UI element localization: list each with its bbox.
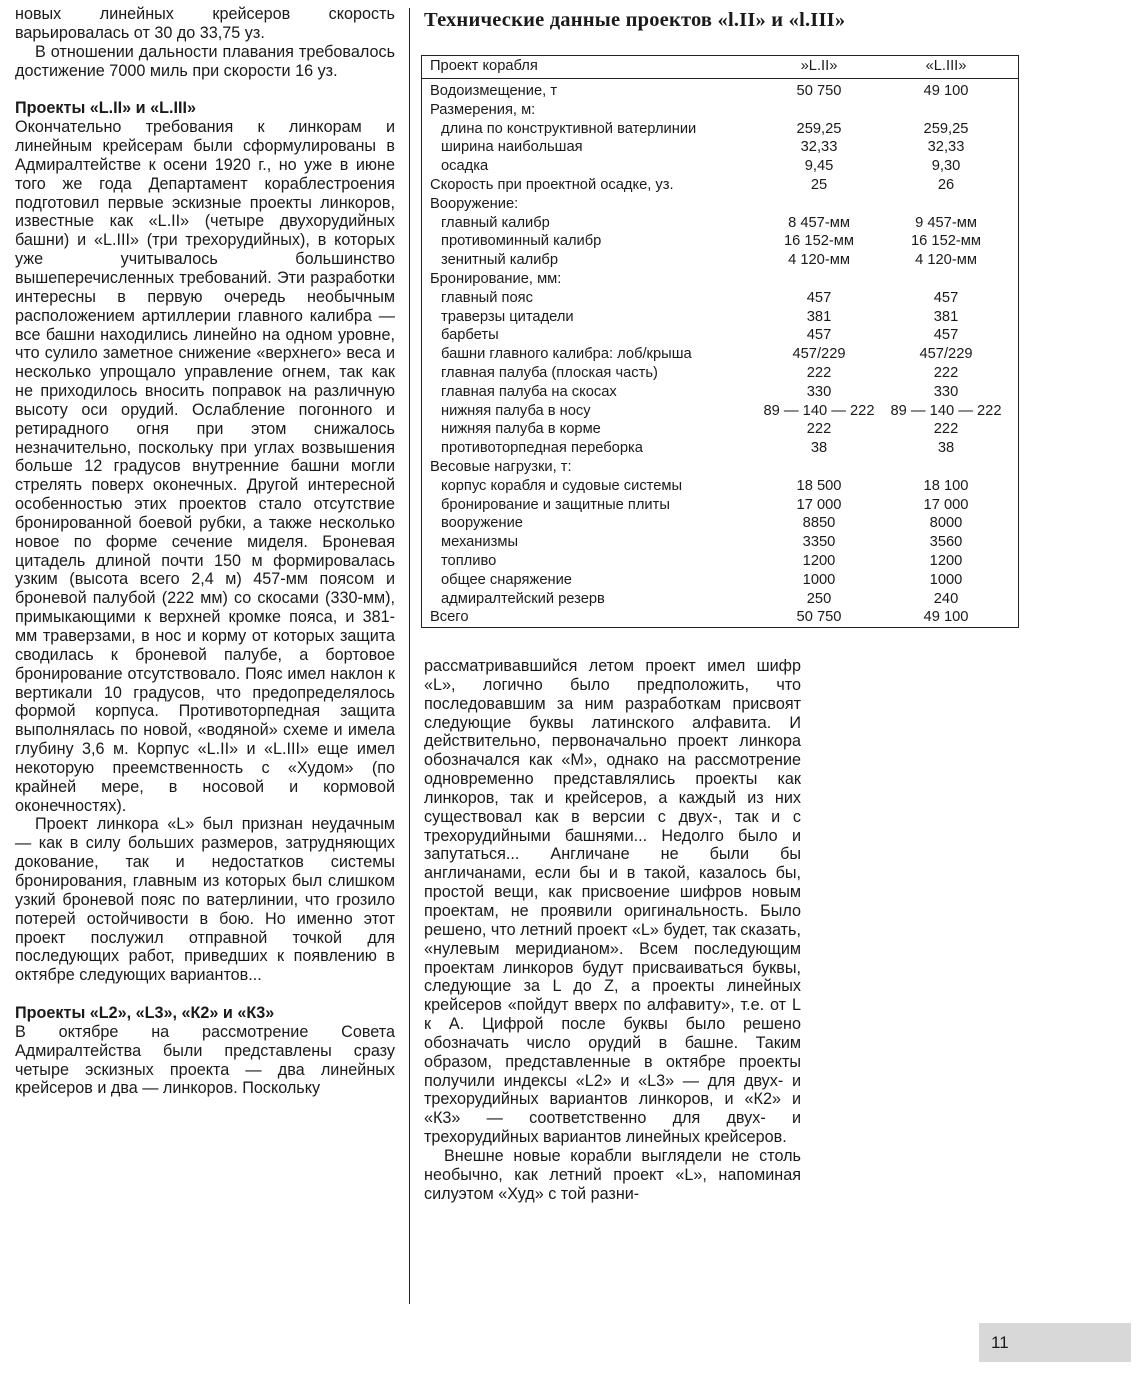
row-label: Скорость при проектной осадке, уз. bbox=[430, 176, 674, 193]
row-value-l2: 8 457-мм bbox=[788, 214, 850, 231]
row-label: Размерения, м: bbox=[430, 101, 536, 118]
row-value-l3: 9,30 bbox=[931, 158, 961, 175]
row-value-l3: 4 120-мм bbox=[915, 252, 977, 269]
row-value-l3: 1200 bbox=[929, 552, 963, 569]
row-label: вооружение bbox=[441, 515, 523, 532]
row-value-l2: 32,33 bbox=[800, 139, 838, 156]
table-row bbox=[422, 251, 1018, 270]
row-value-l2: 8850 bbox=[802, 515, 836, 532]
left-paragraph-4: Проект линкора «L» был признан неудачным — как в силу больших размеров, затрудняющих докование, так и недостатков системы бронирования, главным из которых был слишком узкий броневой пояс по ватерлинии, что грозило потерей остойчивости в бою. Но именно этот проект послужил отправной точкой для последующих работ, приведших к появлению в октябре следующих вариантов... bbox=[15, 815, 395, 985]
row-value-l2: 222 bbox=[806, 364, 832, 381]
table-row bbox=[422, 571, 1018, 590]
row-value-l2 bbox=[756, 101, 882, 120]
row-value-l2: 89 — 140 — 222 bbox=[763, 402, 875, 419]
table-row bbox=[422, 383, 1018, 402]
row-label: Бронирование, мм: bbox=[430, 270, 562, 287]
table-row bbox=[422, 101, 1018, 120]
row-label: осадка bbox=[441, 158, 489, 175]
table-row bbox=[422, 439, 1018, 458]
table-row bbox=[422, 364, 1018, 383]
row-value-l3: 457 bbox=[933, 327, 959, 344]
table-body bbox=[422, 79, 1018, 627]
row-label: траверзы цитадели bbox=[441, 308, 574, 325]
row-label: противоторпедная переборка bbox=[441, 440, 643, 457]
row-label: противоминный калибр bbox=[441, 233, 602, 250]
table-row bbox=[422, 608, 1018, 627]
row-value-l3: 89 — 140 — 222 bbox=[890, 402, 1002, 419]
table-title: Технические данные проектов «l.II» и «l.III» bbox=[424, 9, 846, 31]
table-row bbox=[422, 214, 1018, 233]
row-value-l2: 3350 bbox=[802, 534, 836, 551]
row-label: бронирование и защитные плиты bbox=[441, 496, 670, 513]
table-row bbox=[422, 195, 1018, 214]
row-value-l2: 222 bbox=[806, 421, 832, 438]
row-value-l2 bbox=[756, 458, 882, 477]
row-label: барбеты bbox=[441, 327, 499, 344]
row-value-l2: 1000 bbox=[802, 571, 836, 588]
row-value-l2: 381 bbox=[806, 308, 832, 325]
row-value-l3: 49 100 bbox=[923, 609, 969, 626]
row-value-l2: 330 bbox=[806, 383, 832, 400]
row-value-l3: 222 bbox=[933, 421, 959, 438]
section-heading-l2-l3: Проекты «L.II» и «L.III» bbox=[15, 99, 196, 118]
row-value-l2: 457 bbox=[806, 289, 832, 306]
row-label: общее снаряжение bbox=[441, 571, 572, 588]
header-l3: «L.III» bbox=[925, 58, 967, 74]
row-value-l2: 1200 bbox=[802, 552, 836, 569]
row-label: Вооружение: bbox=[430, 195, 519, 212]
row-label: корпус корабля и судовые системы bbox=[441, 477, 683, 494]
row-value-l3: 49 100 bbox=[923, 83, 969, 99]
row-label: главный пояс bbox=[441, 289, 533, 306]
row-value-l3 bbox=[882, 458, 1010, 477]
row-value-l2: 25 bbox=[810, 176, 828, 193]
table-row bbox=[422, 157, 1018, 176]
table-row bbox=[422, 232, 1018, 251]
row-value-l2: 16 152-мм bbox=[783, 233, 854, 250]
row-value-l3 bbox=[882, 270, 1010, 289]
table-row bbox=[422, 477, 1018, 496]
row-value-l3: 8000 bbox=[929, 515, 963, 532]
specs-table bbox=[421, 55, 1019, 628]
table-row bbox=[422, 308, 1018, 327]
table-row bbox=[422, 82, 1018, 101]
table-row bbox=[422, 270, 1018, 289]
table-row bbox=[422, 514, 1018, 533]
row-value-l3: 381 bbox=[933, 308, 959, 325]
table-row bbox=[422, 590, 1018, 609]
table-header-row bbox=[422, 56, 1018, 79]
row-label: Весовые нагрузки, т: bbox=[430, 458, 572, 475]
row-value-l2: 18 500 bbox=[796, 477, 842, 494]
row-value-l3: 26 bbox=[937, 176, 955, 193]
table-row bbox=[422, 458, 1018, 477]
row-value-l3: 38 bbox=[937, 440, 955, 457]
row-label: нижняя палуба в корме bbox=[441, 421, 601, 438]
row-value-l2: 9,45 bbox=[804, 158, 834, 175]
row-label: главная палуба (плоская часть) bbox=[441, 364, 658, 381]
row-value-l2: 50 750 bbox=[796, 609, 842, 626]
row-value-l3: 32,33 bbox=[927, 139, 965, 156]
table-row bbox=[422, 345, 1018, 364]
row-value-l3: 1000 bbox=[929, 571, 963, 588]
left-column bbox=[15, 5, 395, 1098]
table-row bbox=[422, 326, 1018, 345]
row-value-l2: 250 bbox=[806, 590, 832, 607]
row-value-l3: 3560 bbox=[929, 534, 963, 551]
row-value-l2: 4 120-мм bbox=[788, 252, 850, 269]
row-value-l3: 330 bbox=[933, 383, 959, 400]
header-l2: »L.II» bbox=[800, 58, 838, 74]
row-value-l3 bbox=[882, 195, 1010, 214]
row-label: топливо bbox=[441, 552, 497, 569]
row-label: адмиралтейский резерв bbox=[441, 590, 605, 607]
left-paragraph-5: В октябре на рассмотрение Совета Адмиралтейства были представлены сразу четыре эскизных проекта — два линейных крейсеров и два — линкоров. Поскольку bbox=[15, 1022, 395, 1098]
row-label: зенитный калибр bbox=[441, 252, 559, 269]
table-row bbox=[422, 496, 1018, 515]
left-paragraph-1: новых линейных крейсеров скорость варьировалась от 30 до 33,75 уз. bbox=[15, 5, 395, 42]
row-value-l3 bbox=[882, 101, 1010, 120]
row-label: главная палуба на скосах bbox=[441, 383, 617, 400]
table-row bbox=[422, 120, 1018, 139]
row-value-l3: 16 152-мм bbox=[910, 233, 981, 250]
middle-paragraph-2: Внешне новые корабли выглядели не столь необычно, как летний проект «L», напоминая силуэтом «Худ» с той разни- bbox=[424, 1146, 801, 1203]
table-row bbox=[422, 533, 1018, 552]
middle-paragraph-1: рассматривавшийся летом проект имел шифр «L», логично было предположить, что последовавшим за ним разработкам присвоят следующие буквы латинского алфавита. И действительно, первоначально проект линкора обозначался как «М», однако на рассмотрение одновременно представлялись проекты как линкоров, так и крейсеров, а каждый из них существовал как в версии с двух-, так и с трехорудийными башнями... Недолго было и запутаться... Англичане не были бы англичанами, если бы и в такой, казалось бы, простой вещи, как присвоение шифров новым проектам, не проявили оригинальность. Было решено, что летний проект «L» будет, так сказать, «нулевым меридианом». Всем последующим проектам линкоров будут присваиваться буквы, следующие за L до Z, а проекты линейных крейсеров «пойдут вверх по алфавиту», т.е. от L к А. Цифрой после буквы было решено обозначать число орудий в башне. Таким образом, представленные в октябре проекты получили индексы «L2» и «L3» — для двух- и трехорудийных вариантов линкоров, и «К2» и «К3» — соответственно для двух- и трехорудийных вариантов линейных крейсеров. bbox=[424, 657, 801, 1147]
left-paragraph-3: Окончательно требования к линкорам и линейным крейсерам были сформулированы в Адмиралтействе к осени 1920 г., но уже в июне того же года Департамент кораблестроения подготовил первые эскизные проекты линкоров, известные как «L.II» (четыре двухорудийных башни) и «L.III» (три трехорудийных), в которых уже учитывалось большинство вышеперечисленных требований. Эти разработки интересны в первую очередь необычным расположением артиллерии главного калибра — все башни находились линейно на одном уровне, что сулило заметное снижение «верхнего» веса и несколько упрощало управление огнем, так как не приходилось вносить поправок на различную высоту оси орудий. Ослабление погонного и ретирадного огня при этом снижалось незначительно, поскольку при углах возвышения больше 12 градусов внутренние башни могли стрелять поверх оконечных. Другой интересной особенностью этих проектов стало отсутствие бронированной боевой рубки, а также несколько новое по форме сечение миделя. Броневая цитадель длиной почти 150 м формировалась узким (высота всего 2,4 м) 457-мм поясом и броневой палубой (222 мм) со скосами (330-мм), примыкающими к верхней кромке пояса, и 381-мм траверзами, в нос и корму от которых защита сводилась к броневой палубе, а бортовое бронирование отсутствовало. Пояс имел наклон к вертикали 10 градусов, что предопределялось формой корпуса. Противоторпедная защита выполнялась по новой, «водяной» схеме и имела глубину 3,6 м. Корпус «L.II» и «L.III» еще имел некоторую преемственность с «Худом» (по крайней мере, в носовой и кормовой оконечностях). bbox=[15, 118, 395, 815]
row-value-l3: 240 bbox=[933, 590, 959, 607]
row-label: Всего bbox=[430, 609, 469, 626]
row-value-l2: 38 bbox=[810, 440, 828, 457]
section-heading-l2-l3-k2-k3: Проекты «L2», «L3», «К2» и «К3» bbox=[15, 1004, 275, 1023]
row-value-l2: 17 000 bbox=[796, 496, 842, 513]
table-row bbox=[422, 289, 1018, 308]
header-project: Проект корабля bbox=[430, 58, 538, 74]
row-value-l3: 222 bbox=[933, 364, 959, 381]
row-value-l2: 259,25 bbox=[796, 120, 842, 137]
table-row bbox=[422, 402, 1018, 421]
row-value-l3: 457/229 bbox=[919, 346, 973, 363]
table-row bbox=[422, 176, 1018, 195]
row-value-l3: 18 100 bbox=[923, 477, 969, 494]
row-value-l3: 457 bbox=[933, 289, 959, 306]
table-row bbox=[422, 420, 1018, 439]
row-value-l2: 457/229 bbox=[792, 346, 846, 363]
row-value-l2: 457 bbox=[806, 327, 832, 344]
row-label: главный калибр bbox=[441, 214, 550, 231]
table-row bbox=[422, 552, 1018, 571]
middle-column bbox=[424, 657, 801, 1203]
row-value-l2 bbox=[756, 195, 882, 214]
row-label: нижняя палуба в носу bbox=[441, 402, 591, 419]
column-divider bbox=[409, 8, 410, 1304]
row-label: длина по конструктивной ватерлинии bbox=[441, 120, 697, 137]
row-value-l2 bbox=[756, 270, 882, 289]
left-paragraph-2: В отношении дальности плавания требовалось достижение 7000 миль при скорости 16 уз. bbox=[15, 42, 395, 80]
row-value-l2: 50 750 bbox=[796, 83, 842, 99]
row-value-l3: 259,25 bbox=[923, 120, 969, 137]
row-label: механизмы bbox=[441, 534, 518, 551]
page-number: 11 bbox=[979, 1323, 1131, 1362]
row-value-l3: 9 457-мм bbox=[915, 214, 977, 231]
row-label: башни главного калибра: лоб/крыша bbox=[441, 346, 692, 363]
row-label: ширина наибольшая bbox=[441, 139, 583, 156]
row-label: Водоизмещение, т bbox=[430, 83, 558, 99]
table-row bbox=[422, 138, 1018, 157]
row-value-l3: 17 000 bbox=[923, 496, 969, 513]
